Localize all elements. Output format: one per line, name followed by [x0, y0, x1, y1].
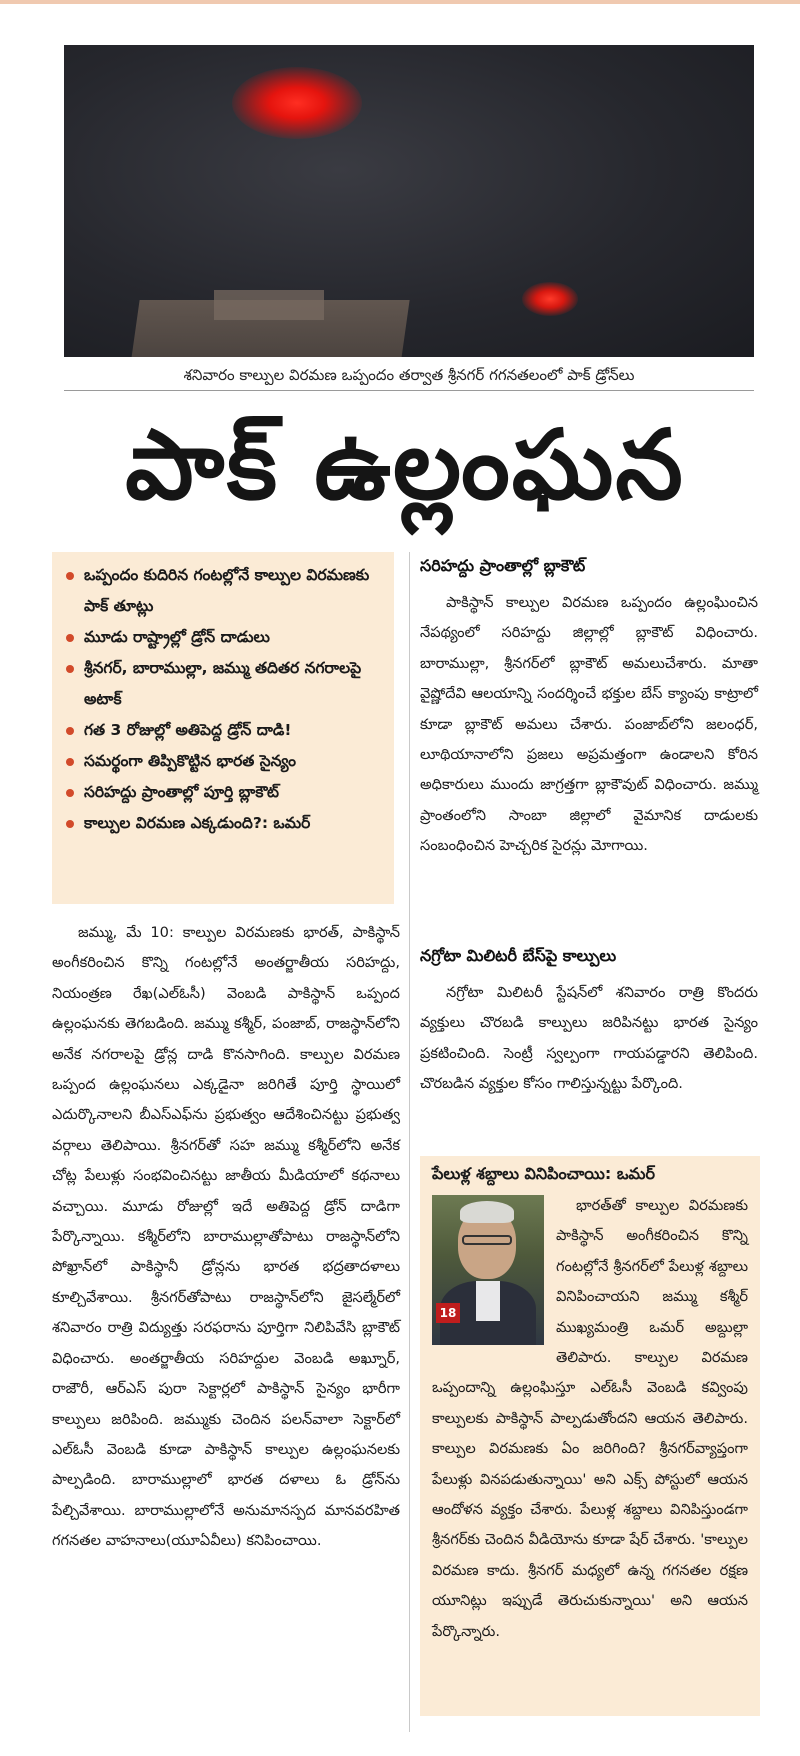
bullet-icon: [66, 789, 74, 797]
highlight-item: [62, 653, 384, 715]
bullet-icon: [66, 634, 74, 642]
omar-text: భారత్‌తో కాల్పుల విరమణకు పాకిస్థాన్ అంగీకరించిన కొన్ని గంటల్లోనే శ్రీనగర్‌లో పేలుళ్ల శబ్దాలు వినిపించాయని జమ్ము కశ్మీర్ ముఖ్యమంత్రి ఒమర్ అబ్దుల్లా తెలిపారు. కాల్పుల విరమణ ఒప్పందాన్ని ఉల్లంఘిస్తూ ఎల్‌ఓసీ వెంబడి కవ్వింపు కాల్పులకు పాకిస్థాన్ పాల్పడుతోందని ఆయన తెలిపారు. కాల్పుల విరమణకు ఏం జరిగింది? శ్రీనగర్‌వ్యాప్తంగా పేలుళ్లు వినపడుతున్నాయి' అని ఎక్స్ పోస్టులో ఆయన ఆందోళన వ్యక్తం చేశారు. పేలుళ్ల శబ్దాలు వినిపిస్తుండగా శ్రీనగర్‌కు చెందిన వీడియోను కూడా షేర్ చేశారు. 'కాల్పుల విరమణ కాదు. శ్రీనగర్ మధ్యలో ఉన్న గగనతల రక్షణ యూనిట్లు ఇప్పుడే తెరుచుకున్నాయి' అని ఆయన పేర్కొన్నారు.: [432, 1197, 748, 1640]
top-rule: [0, 0, 800, 4]
highlight-text: కాల్పుల విరమణ ఎక్కడుంది?: ఒమర్: [84, 814, 311, 832]
blackout-text: పాకిస్థాన్ కాల్పుల విరమణ ఒప్పందం ఉల్లంఘించిన నేపథ్యంలో సరిహద్దు జిల్లాల్లో బ్లాకౌట్ విధించారు. బారాముల్లా, శ్రీనగర్‌లో బ్లాకౌట్ అమలుచేశారు. మాతా వైష్ణోదేవి ఆలయాన్ని సందర్శించే భక్తుల బేస్ క్యాంపు కాట్రాలో కూడా బ్లాకౌట్ అమలు చేశారు. పంజాబ్‌లోని జలంధర్, లూథియానాలోని ప్రజలు అప్రమత్తంగా ఉండాలని కోరిన అధికారులు ముందు జాగ్రత్తగా బ్లాకౌవుట్ విధించారు. జమ్ము ప్రాంతంలోని సాంబా జిల్లాలో వైమానిక దాడులకు సంబంధించిన హెచ్చరిక సైరన్లు మోగాయి.: [420, 594, 758, 855]
photo-shirt: [476, 1281, 500, 1321]
omar-subhead: పేలుళ్ల శబ్దాలు వినిపించాయి: ఒమర్: [432, 1164, 655, 1183]
bullet-icon: [66, 820, 74, 828]
nagrota-text: నగ్రోటా మిలిటరీ స్టేషన్‌లో శనివారం రాత్రి కొందరు వ్యక్తులు చొరబడి కాల్పులు జరిపినట్టు భారత సైన్యం ప్రకటించింది. సెంట్రీ స్వల్పంగా గాయపడ్డారని తెలిపింది. చొరబడిన వ్యక్తుల కోసం గాలిస్తున్నట్టు పేర్కొంది.: [420, 984, 758, 1093]
blackout-subhead: సరిహద్దు ప్రాంతాల్లో బ్లాకౌట్: [420, 556, 586, 575]
photo-caption: శనివారం కాల్పుల విరమణ ఒప్పందం తర్వాత శ్రీనగర్ గగనతలంలో పాక్ డ్రోన్‌లు: [64, 360, 754, 391]
glasses-icon: [462, 1235, 512, 1245]
bullet-icon: [66, 727, 74, 735]
highlight-text: సమర్థంగా తిప్పికొట్టిన భారత సైన్యం: [84, 752, 296, 770]
highlight-text: గత 3 రోజుల్లో అతిపెద్ద డ్రోన్ దాడి!: [84, 721, 292, 739]
drone-light-large: [232, 67, 362, 139]
nagrota-subhead: నగ్రోటా మిలిటరీ బేస్‌పై కాల్పులు: [420, 946, 617, 965]
drone-light-small: [522, 282, 578, 316]
main-story-text: జమ్ము, మే 10: కాల్పుల విరమణకు భారత్, పాకిస్థాన్ అంగీకరించిన కొన్ని గంటల్లోనే అంతర్జాతీయ సరిహద్దు, నియంత్రణ రేఖ(ఎల్‌ఓసీ) వెంబడి పాకిస్థాన్ ఒప్పంద ఉల్లంఘనకు తెగబడింది. జమ్ము కశ్మీర్, పంజాబ్, రాజస్థాన్‌లోని అనేక నగరాలపై డ్రోన్ల దాడి కొనసాగింది. కాల్పుల విరమణ ఒప్పంద ఉల్లంఘనలు ఎక్కడైనా జరిగితే పూర్తి స్థాయిలో ఎదుర్కొనాలని బీఎస్ఎఫ్‌ను ప్రభుత్వం ఆదేశించినట్టు ప్రభుత్వ వర్గాలు తెలిపాయి. శ్రీనగర్‌తో సహ జమ్ము కశ్మీర్‌లోని అనేక చోట్ల పేలుళ్లు సంభవించినట్టు జాతీయ మీడియాలో కథనాలు వచ్చాయి. మూడు రోజుల్లో ఇదే అతిపెద్ద డ్రోన్ దాడిగా పేర్కొన్నాయి. కశ్మీర్‌లోని బారాముల్లాతోపాటు రాజస్థాన్‌లోని పోఖ్రాన్‌లో పాకిస్థానీ డ్రోన్లను భారత భద్రతాదళాలు కూల్చివేశాయి. శ్రీనగర్‌తోపాటు రాజస్థాన్‌లోని జైసల్మేర్‌లో శనివారం రాత్రి విద్యుత్తు సరఫరాను పూర్తిగా నిలిపివేసి బ్లాకౌట్ విధించారు. అంతర్జాతీయ సరిహద్దుల వెంబడి అఖ్నూర్, రాజౌరీ, ఆర్ఎస్ పురా సెక్టార్లలో పాకిస్థాన్ సైన్యం భారీగా కాల్పులు జరిపింది. జమ్ముకు చెందిన పలన్‌వాలా సెక్టార్‌లో ఎల్‌ఓసీ వెంబడి కూడా పాకిస్థాన్ కాల్పుల ఉల్లంఘనలకు పాల్పడింది. బారాముల్లాలో భారత దళాలు ఓ డ్రోన్‌ను పేల్చివేశాయి. బారాముల్లాలోనే అనుమానస్పద మానవరహిత గగనతల వాహనాలు(యూఏవీలు) కనిపించాయి.: [52, 924, 400, 1550]
news-photo: [64, 45, 754, 357]
bullet-icon: [66, 572, 74, 580]
column-divider: [409, 552, 410, 1732]
highlights-box: [52, 552, 394, 904]
highlight-item: [62, 746, 384, 777]
highlight-item: [62, 777, 384, 808]
photo-hair: [460, 1201, 514, 1223]
omar-photo: [432, 1195, 544, 1345]
highlight-item: [62, 560, 384, 622]
highlight-item: [62, 622, 384, 653]
omar-box: [420, 1156, 760, 1716]
highlight-text: ఒప్పందం కుదిరిన గంటల్లోనే కాల్పుల విరమణకు పాక్ తూట్లు: [84, 566, 370, 615]
bullet-icon: [66, 665, 74, 673]
highlight-text: శ్రీనగర్, బారాముల్లా, జమ్ము తదితర నగరాలపై అటాక్: [84, 659, 362, 708]
highlight-item: [62, 715, 384, 746]
highlight-text: మూడు రాష్ట్రాల్లో డ్రోన్ దాడులు: [84, 628, 270, 646]
highlight-text: సరిహద్దు ప్రాంతాల్లో పూర్తి బ్లాకౌట్: [84, 783, 279, 801]
bullet-icon: [66, 758, 74, 766]
headline: పాక్ ఉల్లంఘన: [125, 409, 685, 521]
building-roof: [214, 290, 324, 320]
microphone-icon: 18: [436, 1303, 460, 1323]
highlight-item: [62, 808, 384, 839]
